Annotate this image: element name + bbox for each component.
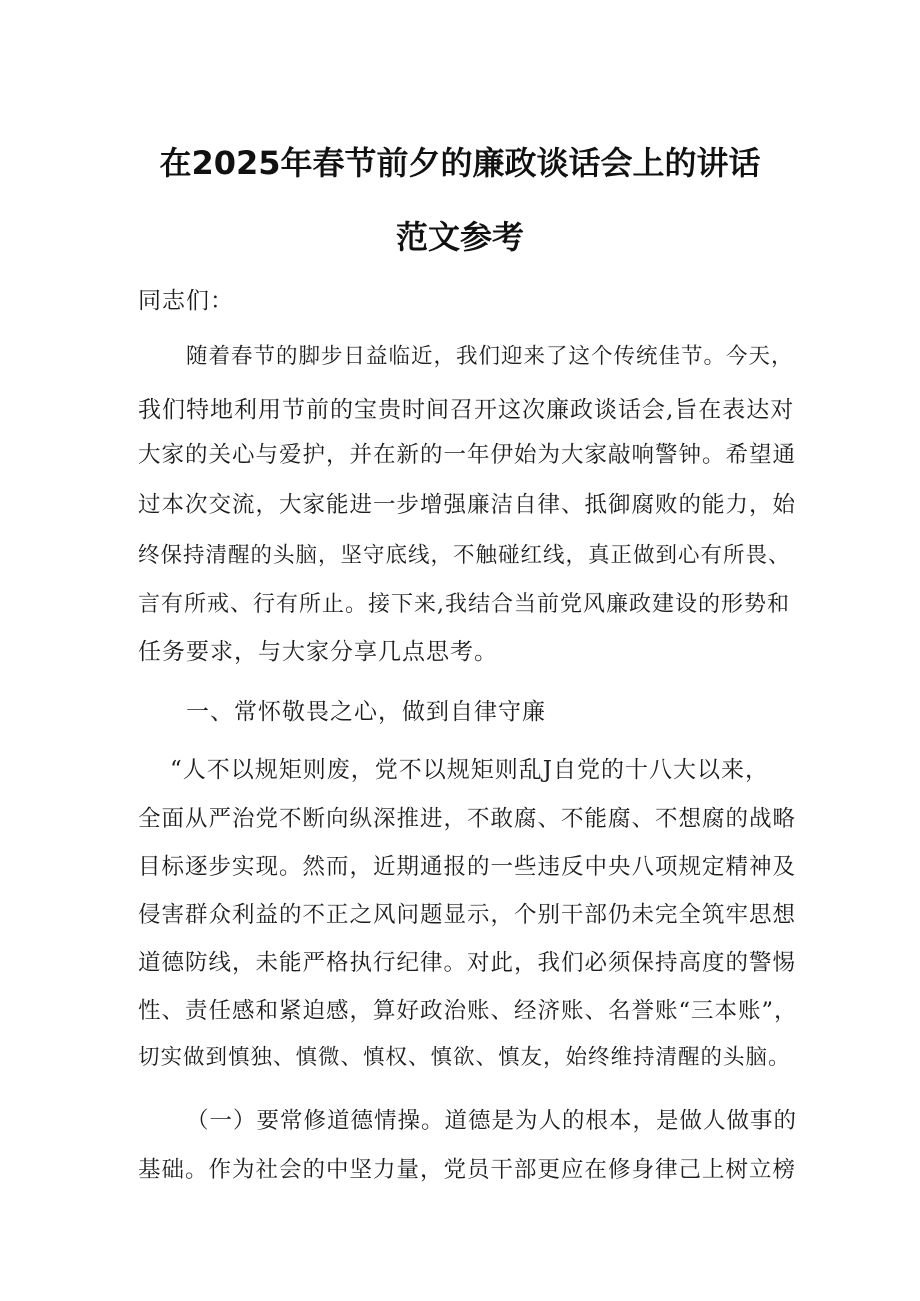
document-title-line-1: 在2025年春节前夕的廉政谈话会上的讲话	[159, 144, 761, 182]
paragraph-1-line: 大家的关心与爱护，并在新的一年伊始为大家敲响警钟。希望通	[138, 442, 797, 468]
paragraph-1-line: 任务要求，与大家分享几点思考。	[138, 639, 498, 665]
document-title-line-2: 范文参考	[395, 218, 524, 256]
paragraph-1-line: 言有所戒、行有所止。接下来,我结合当前党风廉政建设的形势和	[138, 592, 790, 617]
paragraph-2-line: “人不以规矩则废，党不以规矩则乱J自党的十八大以来，	[170, 757, 769, 783]
paragraph-2-line: 道德防线，未能严格执行纪律。对此，我们必须保持高度的警惕	[138, 950, 797, 976]
paragraph-1-line: 过本次交流，大家能进一步增强廉洁自律、抵御腐败的能力，始	[138, 492, 797, 518]
salutation: 同志们：	[138, 288, 234, 314]
paragraph-3-line: （一）要常修道德情操。道德是为人的根本，是做人做事的	[186, 1108, 798, 1134]
paragraph-1-line: 终保持清醒的头脑，坚守底线，不触碰红线，真正做到心有所畏、	[138, 543, 791, 568]
paragraph-2-line: 性、责任感和紧迫感，算好政治账、经济账、名誉账“三本账”，	[138, 998, 798, 1024]
paragraph-1-line: 随着春节的脚步日益临近，我们迎来了这个传统佳节。今天，	[186, 344, 794, 369]
paragraph-1-line: 我们特地利用节前的宝贵时间召开这次廉政谈话会,旨在表达对	[138, 397, 795, 423]
paragraph-3-line: 基础。作为社会的中坚力量，党员干部更应在修身律己上树立榜	[138, 1157, 797, 1183]
paragraph-2-line: 侵害群众利益的不正之风问题显示，个别干部仍未完全筑牢思想	[138, 902, 797, 928]
section-heading-1: 一、常怀敬畏之心，做到自律守廉	[186, 699, 546, 725]
paragraph-2-line: 全面从严治党不断向纵深推进，不敢腐、不能腐、不想腐的战略	[138, 806, 797, 832]
paragraph-2-line: 目标逐步实现。然而，近期通报的一些违反中央八项规定精神及	[138, 854, 797, 880]
paragraph-2-line: 切实做到慎独、慎微、慎权、慎欲、慎友，始终维持清醒的头脑。	[138, 1045, 791, 1070]
